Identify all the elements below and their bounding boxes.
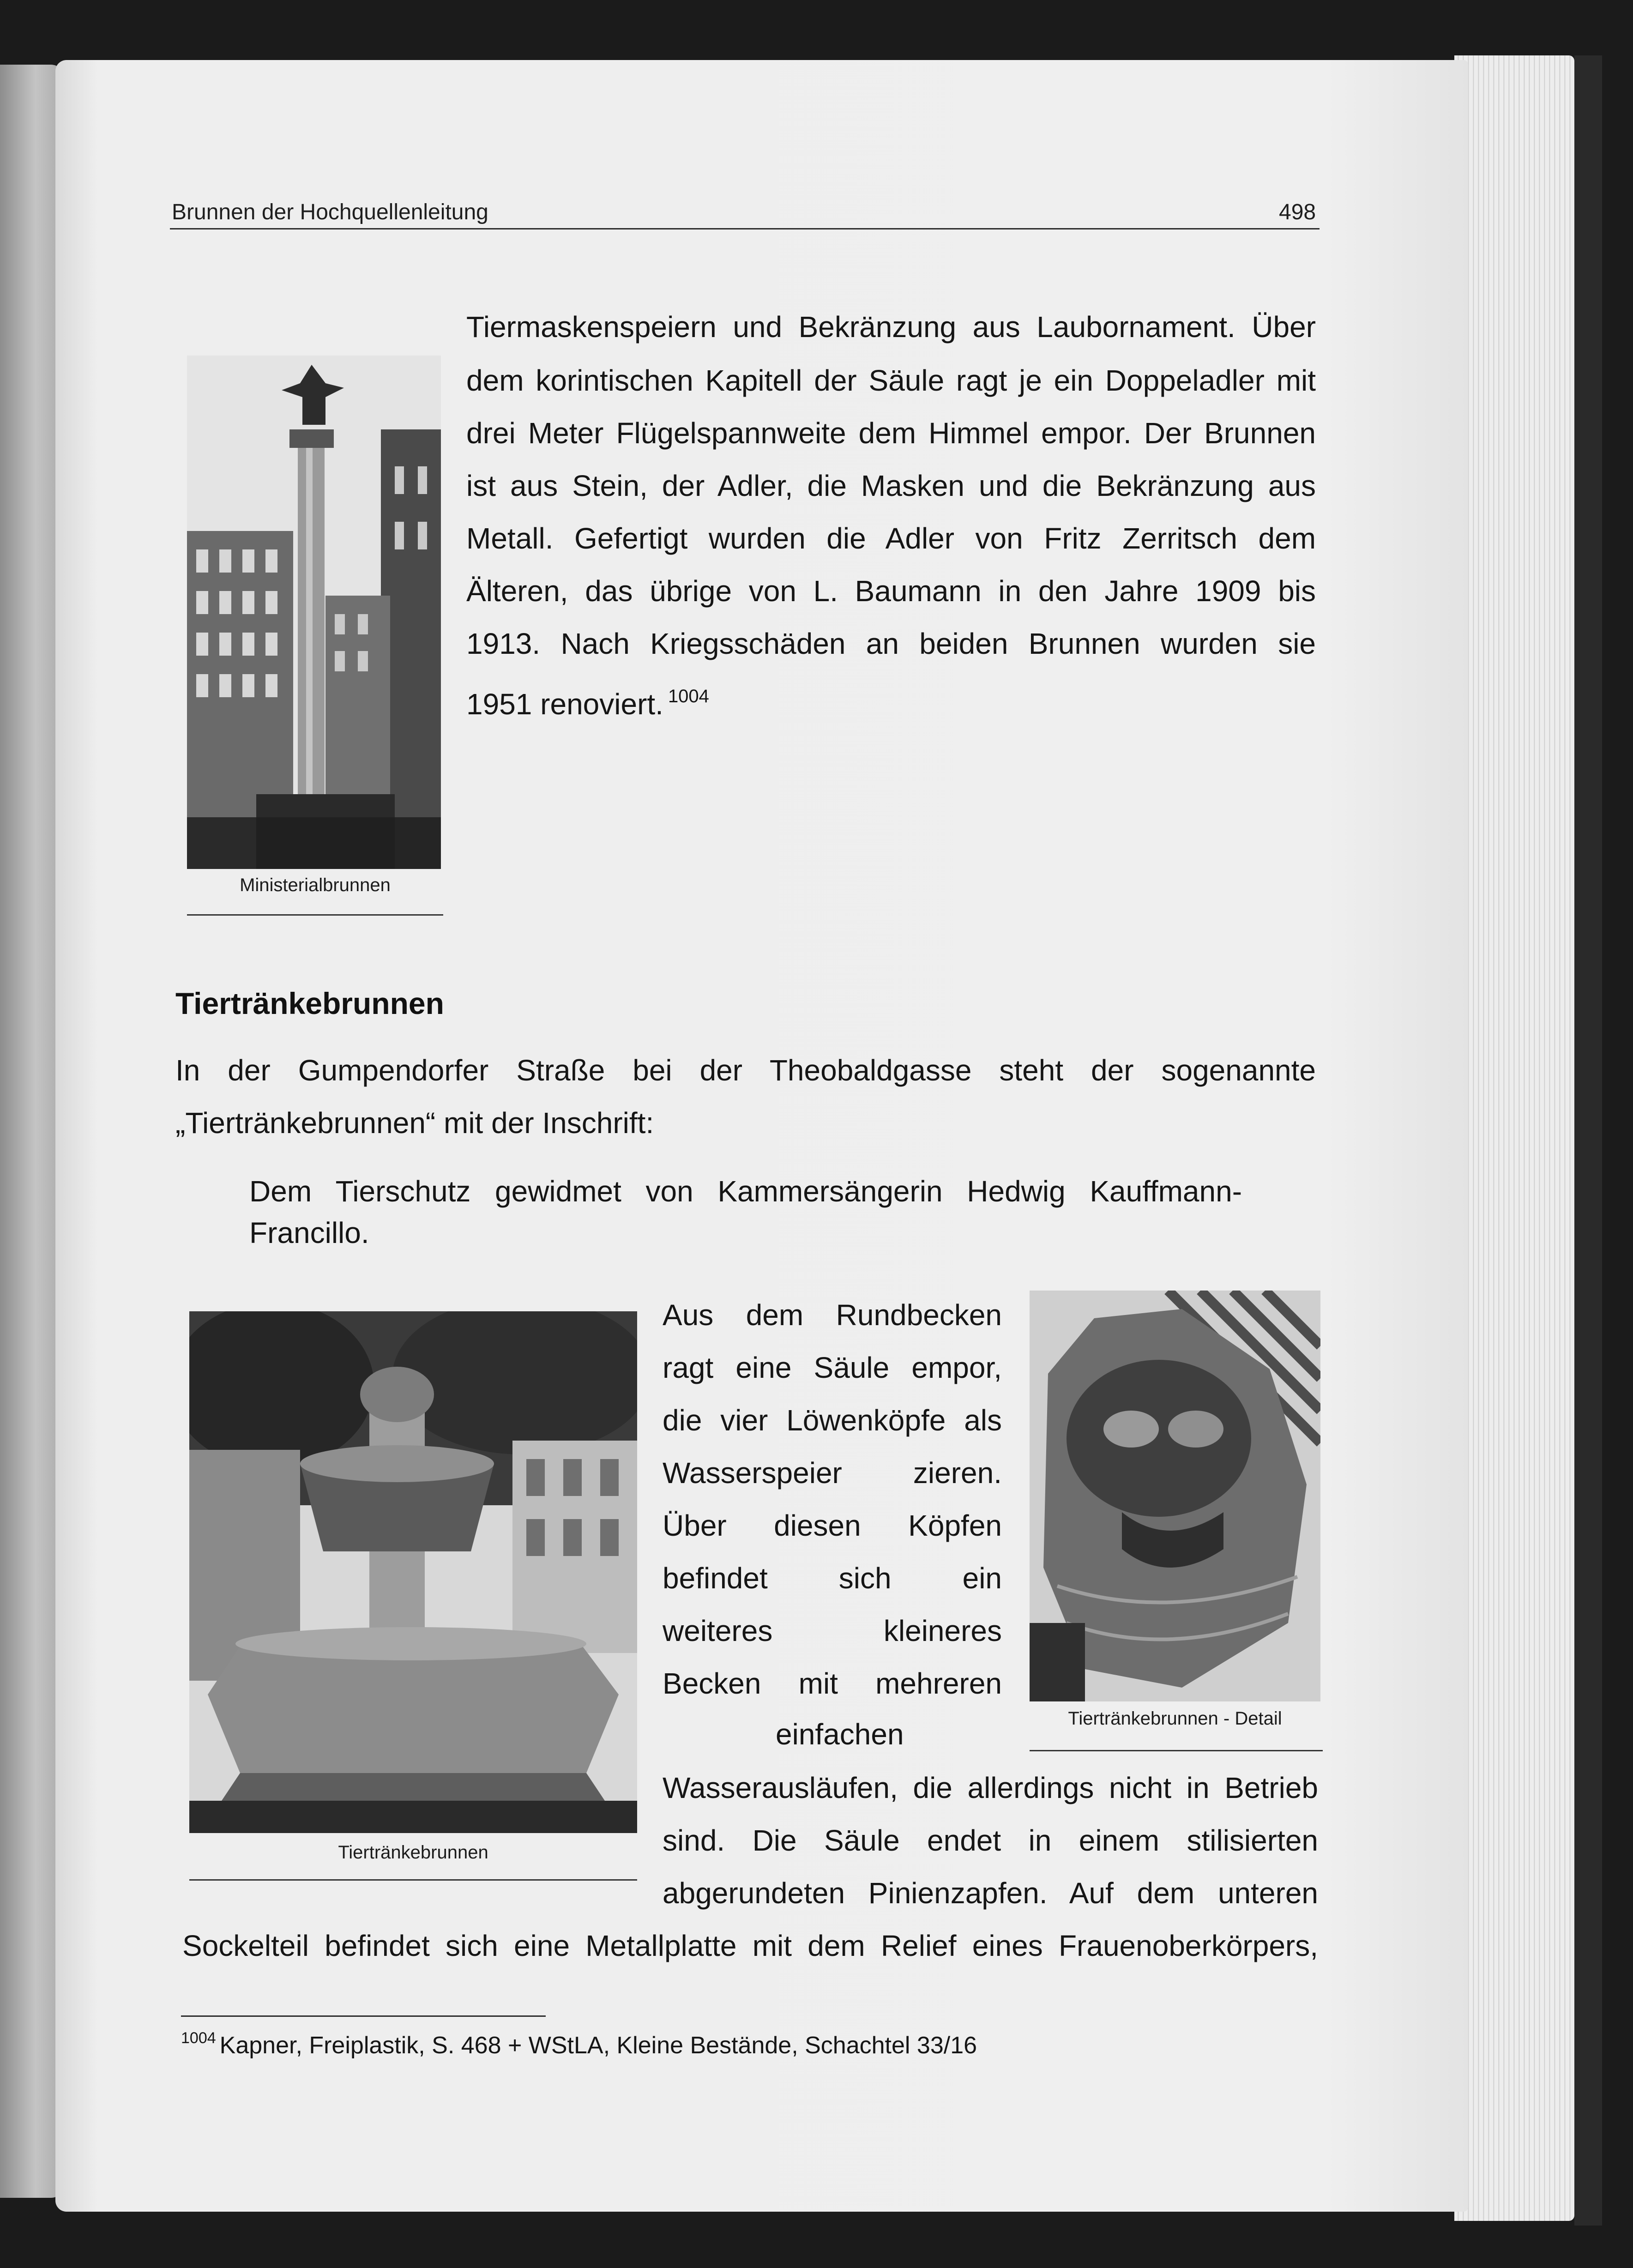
intro-last-text: 1951 renoviert. — [466, 688, 663, 721]
column-text-line: Über diesen Köpfen — [663, 1509, 1002, 1542]
column-text-line: einfachen — [776, 1718, 904, 1751]
footnote-text: Kapner, Freiplastik, S. 468 + WStLA, Kleine Bestände, Schachtel 33/16 — [219, 2032, 977, 2059]
intro-line: ist aus Stein, der Adler, die Masken und die Bekränzung aus — [466, 469, 1316, 502]
fountain-photo — [189, 1311, 637, 1833]
section-heading: Tiertränkebrunnen — [175, 986, 444, 1020]
column-eagle-photo — [187, 356, 441, 869]
lion-head-photo — [1030, 1291, 1320, 1701]
caption-ministerialbrunnen: Ministerialbrunnen — [240, 875, 391, 895]
caption-rule — [1030, 1750, 1323, 1751]
scan-background — [1574, 55, 1602, 2226]
footnote-number: 1004 — [181, 2029, 216, 2047]
left-page-edge — [0, 65, 65, 2198]
column-text-line: weiteres kleineres — [663, 1614, 1002, 1647]
page-number: 498 — [1279, 200, 1316, 224]
footnote — [181, 2029, 977, 2059]
caption-tiertraenkebrunnen: Tiertränkebrunnen — [338, 1842, 488, 1863]
footnote-reference[interactable]: 1004 — [668, 686, 709, 706]
column-text-line: Wasserspeier zieren. — [663, 1456, 1002, 1490]
intro-line: 1913. Nach Kriegsschäden an beiden Brunnen wurden sie — [466, 627, 1316, 660]
intro-line: Metall. Gefertigt wurden die Adler von Fritz Zerritsch dem — [466, 522, 1316, 555]
inscription-quote-line: Dem Tierschutz gewidmet von Kammersängerin Hedwig Kauffmann- — [249, 1175, 1242, 1208]
wide-text-line: sind. Die Säule endet in einem stilisierten — [663, 1824, 1318, 1857]
footnote-rule — [181, 2015, 546, 2017]
column-text-line: befindet sich ein — [663, 1562, 1002, 1595]
column-text-line: die vier Löwenköpfe als — [663, 1404, 1002, 1437]
intro-line: Tiermaskenspeiern und Bekränzung aus Laubornament. Über — [466, 310, 1316, 344]
full-text-line: Sockelteil befindet sich eine Metallplatte mit dem Relief eines Frauenoberkörpers, — [182, 1929, 1318, 1962]
wide-text-line: abgerundeten Pinienzapfen. Auf dem unteren — [663, 1876, 1318, 1910]
section-paragraph-line: In der Gumpendorfer Straße bei der Theobaldgasse steht der sogenannte — [175, 1054, 1316, 1087]
running-title: Brunnen der Hochquellenleitung — [172, 200, 488, 224]
caption-detail: Tiertränkebrunnen - Detail — [1068, 1708, 1282, 1729]
inscription-quote-line: Francillo. — [249, 1216, 369, 1249]
page-stack-edge — [1454, 55, 1574, 2221]
caption-rule — [189, 1879, 637, 1881]
column-text-line: Becken mit mehreren — [663, 1667, 1002, 1700]
wide-text-line: Wasserausläufen, die allerdings nicht in Betrieb — [663, 1771, 1318, 1804]
header-rule — [170, 228, 1320, 229]
intro-last-line — [466, 678, 709, 723]
intro-line: drei Meter Flügelspannweite dem Himmel empor. Der Brunnen — [466, 416, 1316, 450]
caption-rule — [187, 914, 443, 916]
column-text-line: ragt eine Säule empor, — [663, 1351, 1002, 1384]
section-paragraph-line: „Tiertränkebrunnen“ mit der Inschrift: — [175, 1106, 654, 1140]
intro-line: dem korintischen Kapitell der Säule ragt je ein Doppeladler mit — [466, 364, 1316, 397]
intro-line: Älteren, das übrige von L. Baumann in den Jahre 1909 bis — [466, 574, 1316, 608]
column-text-line: Aus dem Rundbecken — [663, 1298, 1002, 1332]
